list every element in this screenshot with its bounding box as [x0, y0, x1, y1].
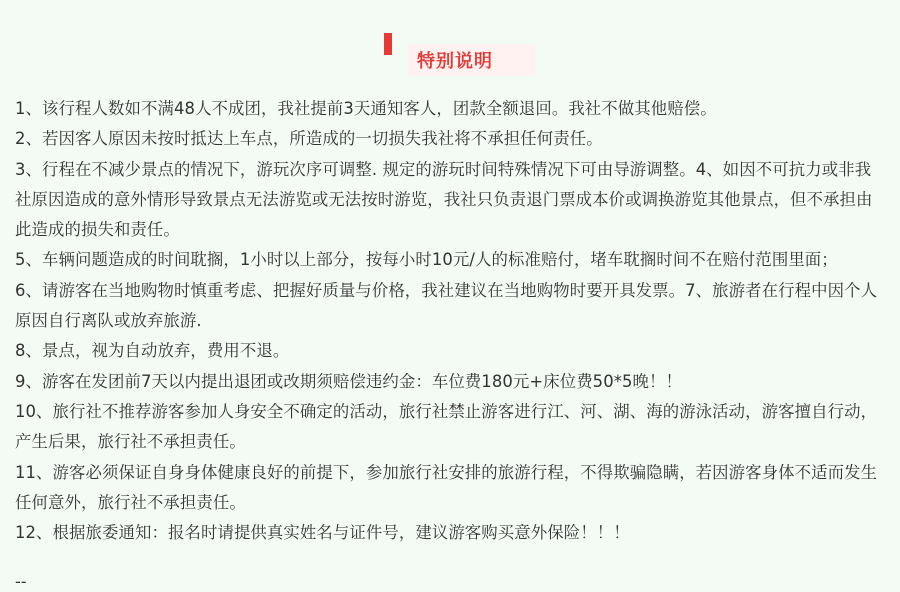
notice-item-5: 5、车辆问题造成的时间耽搁，1小时以上部分，按每小时10元/人的标准赔付，堵车耽搁时间不在赔付范围里面；: [15, 250, 838, 270]
notice-item-3: 3、行程在不减少景点的情况下，游玩次序可调整. 规定的游玩时间特殊情况下可由导游调整。4、如因不可抗力或非我社原因造成的意外情形导致景点无法游览或无法按时游览，我社只负责退门票成本价或调换游览其他景点，但不承担由此造成的损失和责任。: [15, 159, 873, 240]
header-accent-bar: [384, 33, 392, 55]
notice-item-9: 9、游客在发团前7天以内提出退团或改期须赔偿违约金：车位费180元+床位费50*5晚！！: [15, 371, 683, 391]
notice-item-2: 2、若因客人原因未按时抵达上车点，所造成的一切损失我社将不承担任何责任。: [15, 129, 603, 149]
notice-item-10: 10、旅行社不推荐游客参加人身安全不确定的活动，旅行社禁止游客进行江、河、湖、海的游泳活动，游客擅自行动，产生后果，旅行社不承担责任。: [15, 401, 878, 452]
separator: --: [15, 572, 27, 591]
section-title: 特别说明: [417, 51, 493, 72]
notice-item-11: 11、游客必须保证自身身体健康良好的前提下，参加旅行社安排的旅游行程，不得欺骗隐瞒，若因游客身体不适而发生任何意外，旅行社不承担责任。: [15, 462, 878, 512]
notice-item-6: 6、请游客在当地购物时慎重考虑、把握好质量与价格，我社建议在当地购物时要开具发票。7、旅游者在行程中因个人原因自行离队或放弃旅游.: [15, 280, 878, 331]
notice-item-1: 1、该行程人数如不满48人不成团，我社提前3天通知客人，团款全额退回。我社不做其他赔偿。: [15, 99, 717, 118]
notice-list: [15, 94, 885, 548]
notice-item-12: 12、根据旅委通知：报名时请提供真实姓名与证件号，建议游客购买意外保险！！！: [15, 523, 630, 543]
notice-item-8: 8、景点，视为自动放弃，费用不退。: [15, 341, 290, 361]
